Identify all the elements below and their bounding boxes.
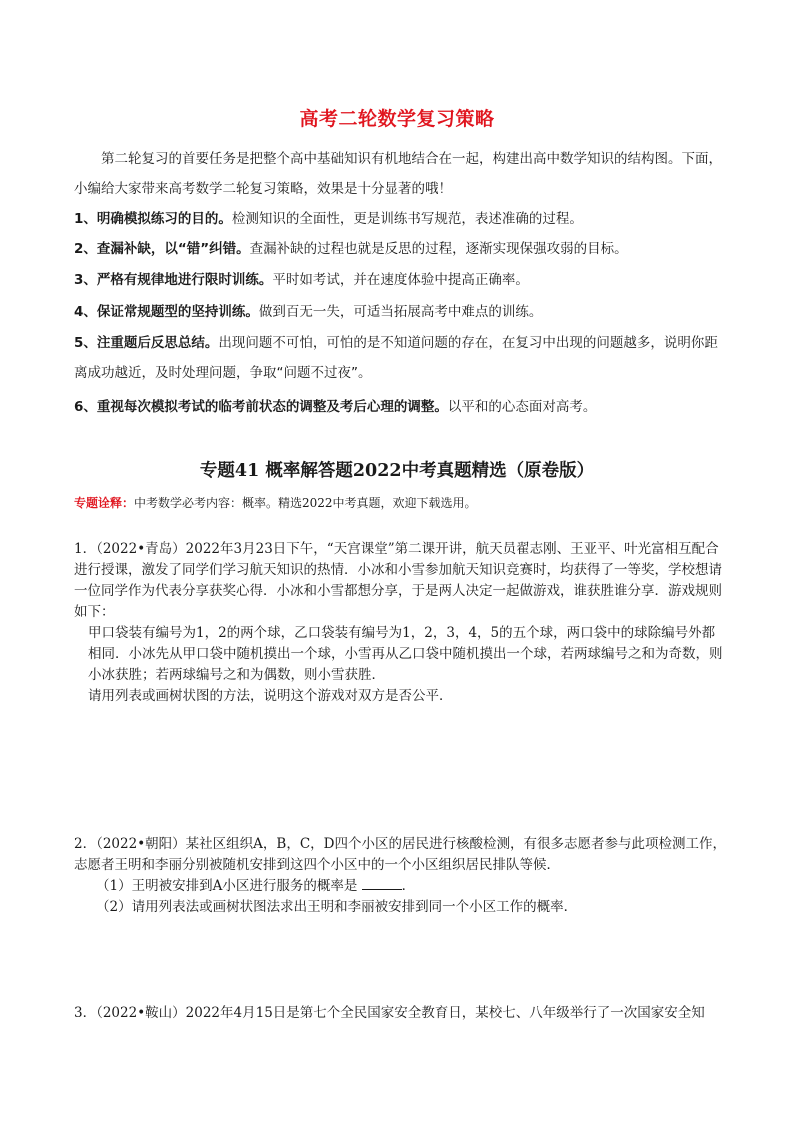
strategy-item bbox=[74, 297, 724, 327]
strategy-heading: 5、注重题后反思总结。 bbox=[74, 335, 219, 351]
strategy-item bbox=[74, 328, 724, 388]
strategy-item bbox=[74, 392, 724, 422]
note-label: 专题诠释： bbox=[74, 496, 135, 510]
question-line: （1）王明被安排到A小区进行服务的概率是 bbox=[96, 878, 358, 894]
strategy-item bbox=[74, 204, 724, 234]
question-number: 1． bbox=[74, 541, 97, 557]
question-line: （2022•朝阳）某社区组织A，B，C，D四个小区的居民进行核酸检测，有很多志愿者参与此项检测工作，志愿者王明和李丽分别被随机安排到这四个小区中的一个小区组织居民排队等候． bbox=[74, 836, 726, 873]
section-title: 专题41 概率解答题2022中考真题精选（原卷版） bbox=[199, 461, 595, 481]
question-number: 2． bbox=[74, 836, 97, 852]
strategy-item bbox=[74, 234, 724, 264]
strategy-text: 出现问题不可怕，可怕的是不知道问题的存在，在复习中出现的问题越多，说明你距离成功越近，及时处理问题，争取“问题不过夜”。 bbox=[74, 335, 718, 381]
strategy-text: 平时如考试，并在速度体验中提高正确率。 bbox=[272, 272, 529, 288]
strategy-text: 查漏补缺的过程也就是反思的过程，逐渐实现保强攻弱的目标。 bbox=[249, 241, 628, 257]
note-text: 中考数学必考内容：概率。精选2022中考真题，欢迎下载选用。 bbox=[134, 496, 477, 510]
strategy-heading: 6、重视每次模拟考试的临考前状态的调整及考后心理的调整。 bbox=[74, 399, 448, 415]
question-number: 3． bbox=[74, 1005, 97, 1021]
strategy-text: 以平和的心态面对高考。 bbox=[447, 399, 597, 415]
topic-note bbox=[74, 494, 724, 511]
sub-question: （1）王明被安排到A小区进行服务的概率是 ． bbox=[96, 878, 416, 894]
strategy-heading: 4、保证常规题型的坚持训练。 bbox=[74, 304, 259, 320]
strategy-item bbox=[74, 265, 724, 295]
strategy-text: 做到百无一失，可适当拓展高考中难点的训练。 bbox=[258, 304, 543, 320]
question-text bbox=[74, 539, 728, 623]
answer-blank[interactable] bbox=[362, 877, 402, 890]
question-line: （2022•鞍山）2022年4月15日是第七个全民国家安全教育日，某校七、八年级举行了一次国家安全知 bbox=[96, 1005, 705, 1021]
strategy-heading: 2、查漏补缺，以“错”纠错。 bbox=[74, 241, 250, 257]
strategy-text: 检测知识的全面性，更是训练书写规范，表述准确的过程。 bbox=[231, 211, 583, 227]
intro-paragraph: 第二轮复习的首要任务是把整个高中基础知识有机地结合在一起，构建出高中数学知识的结构图。下面，小编给大家带来高考数学二轮复习策略，效果是十分显著的哦！ bbox=[74, 151, 722, 197]
question-2 bbox=[74, 834, 728, 918]
question-text bbox=[74, 834, 728, 876]
question-line: 请用列表或画树状图的方法，说明这个游戏对双方是否公平． bbox=[88, 688, 453, 704]
question-1 bbox=[74, 539, 728, 707]
question-line: 甲口袋装有编号为1，2的两个球，乙口袋装有编号为1，2，3，4，5的五个球，两口袋中的球除编号外都相同．小冰先从甲口袋中随机摸出一个球，小雪再从乙口袋中随机摸出一个球，若两球编号之和为奇数，则小冰获胜；若两球编号之和为偶数，则小雪获胜． bbox=[88, 625, 723, 683]
question-line: （2022•青岛）2022年3月23日下午，“天宫课堂”第二课开讲，航天员翟志刚、王亚平、叶光富相互配合进行授课，激发了同学们学习航天知识的热情．小冰和小雪参加航天知识竞赛时，均获得了一等奖，学校想请一位同学作为代表分享获奖心得．小冰和小雪都想分享，于是两人决定一起做游戏，谁获胜谁分享．游戏规则如下： bbox=[74, 541, 722, 620]
sub-question: （2）请用列表法或画树状图法求出王明和李丽被安排到同一个小区工作的概率． bbox=[96, 899, 578, 915]
question-3 bbox=[74, 1003, 728, 1024]
strategy-heading: 3、严格有规律地进行限时训练。 bbox=[74, 272, 273, 288]
page-title: 高考二轮数学复习策略 bbox=[299, 108, 495, 130]
question-text bbox=[74, 1003, 728, 1024]
strategy-heading: 1、明确模拟练习的目的。 bbox=[74, 211, 232, 227]
